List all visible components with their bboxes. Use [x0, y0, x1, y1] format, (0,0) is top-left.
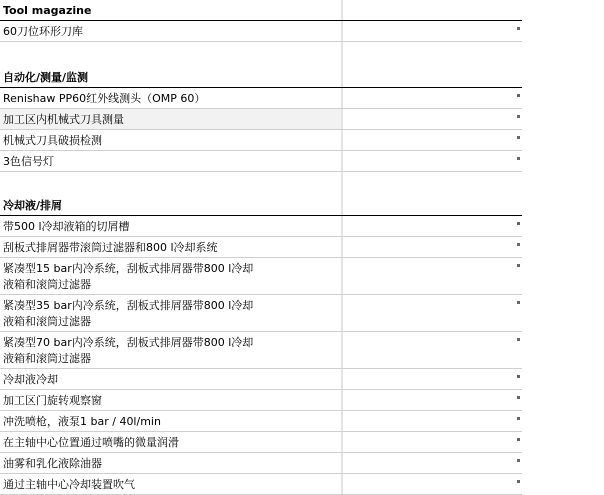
table-row	[0, 453, 522, 474]
option-label: 紧凑型15 bar内冷系统，刮板式排屑器带800 l冷却 液箱和滚筒过滤器	[3, 262, 254, 291]
availability-marker-icon	[517, 222, 520, 225]
option-label: 冲洗喷枪，液泵1 bar / 40l/min	[3, 415, 161, 428]
availability-marker-icon	[517, 115, 520, 118]
table-row	[0, 411, 522, 432]
availability-marker-icon	[517, 264, 520, 267]
section-heading	[0, 195, 522, 216]
section-heading-text: Tool magazine	[3, 4, 92, 17]
section-heading	[0, 0, 522, 21]
table-row	[0, 130, 522, 151]
table-row	[0, 216, 522, 237]
option-label: 加工区内机械式刀具测量	[0, 109, 341, 129]
availability-marker-icon	[517, 375, 520, 378]
availability-marker-icon	[517, 338, 520, 341]
availability-marker-icon	[517, 438, 520, 441]
option-label: 带500 l冷却液箱的切屑槽	[3, 220, 130, 233]
table-row	[0, 21, 522, 42]
availability-marker-icon	[517, 136, 520, 139]
option-label: 60刀位环形刀库	[3, 25, 83, 38]
table-row	[0, 390, 522, 411]
section-heading	[0, 67, 522, 88]
option-label: Renishaw PP60红外线测头（OMP 60）	[3, 92, 206, 105]
table-row	[0, 474, 522, 495]
table-row	[0, 295, 522, 332]
option-label: 加工区门旋转观察窗	[3, 394, 102, 407]
option-label: 在主轴中心位置通过喷嘴的微量润滑	[3, 436, 179, 449]
option-label: 机械式刀具破损检测	[3, 134, 102, 147]
availability-marker-icon	[517, 480, 520, 483]
availability-marker-icon	[517, 27, 520, 30]
table-row	[0, 237, 522, 258]
availability-marker-icon	[517, 459, 520, 462]
table-row	[0, 109, 522, 130]
option-label: 刮板式排屑器带滚筒过滤器和800 l冷却系统	[3, 241, 218, 254]
availability-marker-icon	[517, 417, 520, 420]
option-label: 通过主轴中心冷却装置吹气	[3, 478, 135, 491]
option-label: 冷却液冷却	[3, 373, 58, 386]
table-row	[0, 258, 522, 295]
table-row	[0, 432, 522, 453]
section-heading-text: 自动化/测量/监测	[3, 71, 89, 84]
availability-marker-icon	[517, 301, 520, 304]
table-row	[0, 151, 522, 172]
option-label: 紧凑型35 bar内冷系统，刮板式排屑器带800 l冷却 液箱和滚筒过滤器	[3, 299, 254, 328]
availability-marker-icon	[517, 157, 520, 160]
option-label: 3色信号灯	[3, 155, 54, 168]
option-label: 油雾和乳化液除油器	[3, 457, 102, 470]
option-label: 紧凑型70 bar内冷系统，刮板式排屑器带800 l冷却 液箱和滚筒过滤器	[3, 336, 254, 365]
table-row	[0, 88, 522, 109]
availability-marker-icon	[517, 396, 520, 399]
table-row	[0, 332, 522, 369]
availability-marker-icon	[517, 94, 520, 97]
section-heading-text: 冷却液/排屑	[3, 199, 63, 212]
availability-marker-icon	[517, 243, 520, 246]
table-row	[0, 369, 522, 390]
